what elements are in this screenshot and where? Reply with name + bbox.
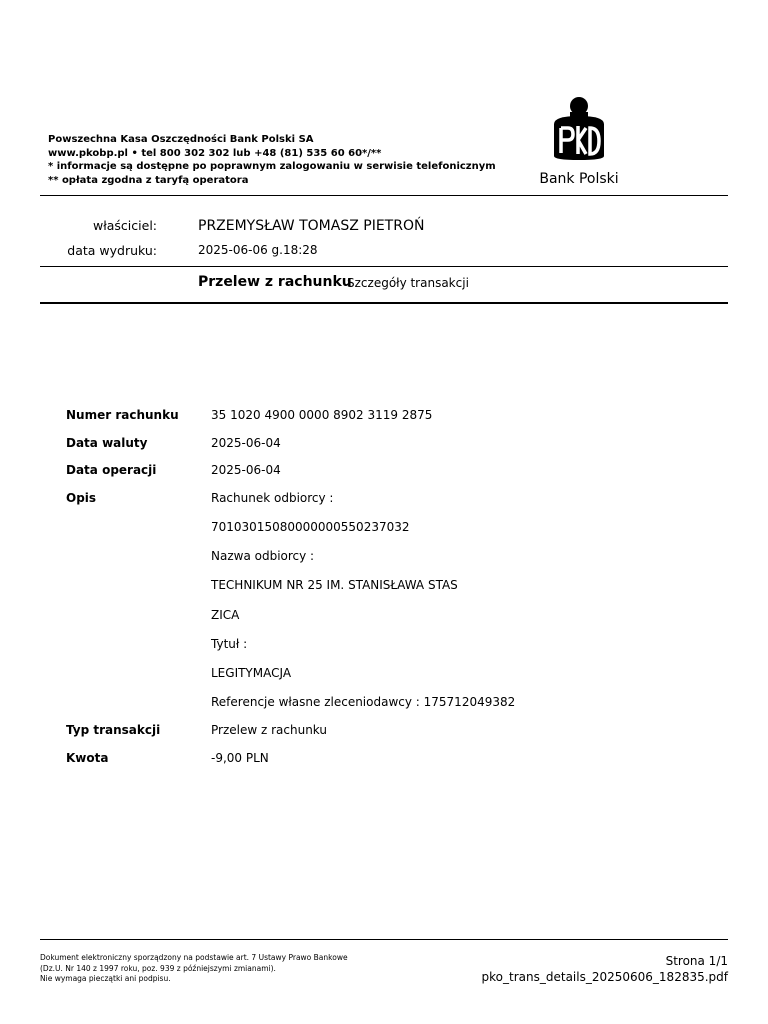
footer-legal-line: (Dz.U. Nr 140 z 1997 roku, poz. 939 z późniejszymi zmianami).	[40, 963, 276, 973]
divider	[40, 302, 728, 304]
detail-value: -9,00 PLN	[211, 751, 269, 765]
detail-value: 2025-06-04	[211, 463, 281, 477]
divider	[40, 195, 728, 196]
section-subtitle: Szczegóły transakcji	[347, 276, 469, 290]
detail-value: Przelew z rachunku	[211, 723, 327, 737]
detail-value: TECHNIKUM NR 25 IM. STANISŁAWA STAS	[211, 578, 458, 592]
detail-key: Numer rachunku	[66, 408, 179, 422]
bank-note-1: * informacje są dostępne po poprawnym zalogowaniu w serwisie telefonicznym	[48, 161, 496, 173]
footer-legal-line: Nie wymaga pieczątki ani podpisu.	[40, 974, 171, 984]
detail-value: Tytuł :	[211, 637, 248, 651]
detail-value: 2025-06-04	[211, 436, 281, 450]
detail-key: Kwota	[66, 751, 109, 765]
logo-label: Bank Polski	[539, 171, 619, 187]
bank-name: Powszechna Kasa Oszczędności Bank Polski SA	[48, 134, 314, 145]
detail-key: Data waluty	[66, 436, 148, 450]
detail-value: LEGITYMACJA	[211, 666, 292, 680]
divider	[40, 266, 728, 267]
detail-key: Data operacji	[66, 463, 157, 477]
print-date-value: 2025-06-06 g.18:28	[198, 243, 318, 257]
footer-legal	[40, 953, 348, 985]
detail-value: 70103015080000000550237032	[211, 520, 410, 534]
pko-logo-icon	[538, 94, 620, 164]
detail-value: Rachunek odbiorcy :	[211, 491, 334, 505]
bank-contact: www.pkobp.pl • tel 800 302 302 lub +48 (81) 535 60 60*/**	[48, 147, 382, 159]
file-name: pko_trans_details_20250606_182835.pdf	[481, 970, 728, 984]
detail-value: 35 1020 4900 0000 8902 3119 2875	[211, 408, 433, 422]
footer-right	[482, 953, 728, 985]
owner-value: PRZEMYSŁAW TOMASZ PIETROŃ	[198, 218, 425, 234]
bank-info	[48, 133, 496, 187]
detail-value: ZICA	[211, 608, 240, 622]
page-number: Strona 1/1	[665, 954, 728, 968]
detail-value: Nazwa odbiorcy :	[211, 549, 315, 563]
section-title: Przelew z rachunku	[198, 274, 352, 290]
bank-note-2: ** opłata zgodna z taryfą operatora	[48, 174, 249, 186]
owner-label: właściciel:	[92, 218, 157, 233]
detail-key: Typ transakcji	[66, 723, 161, 737]
detail-key: Opis	[66, 491, 97, 505]
footer-legal-line: Dokument elektroniczny sporządzony na podstawie art. 7 Ustawy Prawo Bankowe	[40, 953, 348, 962]
print-date-label: data wydruku:	[67, 243, 157, 258]
detail-value: Referencje własne zleceniodawcy : 175712049382	[211, 695, 516, 709]
footer-divider	[40, 939, 728, 940]
bank-logo	[538, 94, 620, 187]
